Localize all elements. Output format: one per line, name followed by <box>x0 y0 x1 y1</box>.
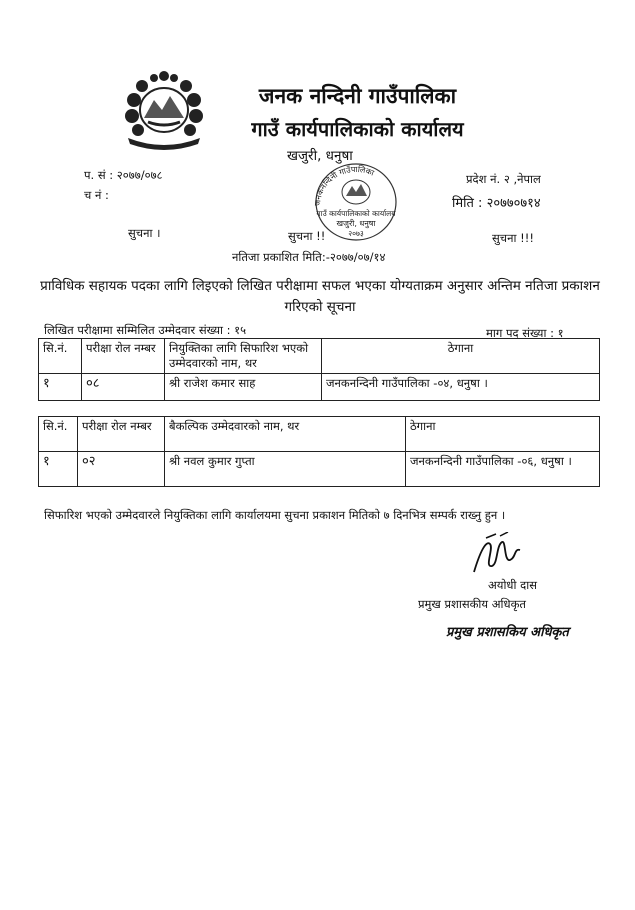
header-address: ठेगाना <box>322 339 600 374</box>
signatory-designation: प्रमुख प्रशासकीय अधिकृत <box>418 597 526 611</box>
dispatch-number: च नं : <box>84 188 109 202</box>
post-count: माग पद संख्या : १ <box>486 326 564 340</box>
table-row <box>39 374 600 401</box>
office-address: खजुरी, धनुषा <box>287 148 353 164</box>
signature-mark <box>466 532 526 580</box>
reference-number: प. सं : २०७७/०७८ <box>84 168 163 182</box>
cell-address: जनकनन्दिनी गाउँपालिका -०४, धनुषा । <box>322 374 600 401</box>
province-label: प्रदेश नं. २ ,नेपाल <box>466 172 541 186</box>
contact-instruction: सिफारिश भएको उम्मेदवारले नियुक्तिका लागि कार्यालयमा सुचना प्रकाशन मितिको ७ दिनभित्र सम्पर्क राख्नु हुन । <box>44 508 506 522</box>
header-roll: परीक्षा रोल नम्बर <box>82 339 165 374</box>
stamp-line1: गाउँ कार्यपालिकाको कार्यालय <box>316 209 396 218</box>
stamp-line3: २०७३ <box>348 229 364 238</box>
table-header-row <box>39 417 600 452</box>
cell-serial: १ <box>39 452 78 487</box>
header-address: ठेगाना <box>406 417 600 452</box>
office-subtitle: गाउँ कार्यपालिकाको कार्यालय <box>251 117 464 141</box>
issue-date: मिति : २०७७०७१४ <box>452 196 541 211</box>
table-row <box>39 452 600 487</box>
header-serial: सि.नं. <box>39 417 78 452</box>
notice-subject: प्राविधिक सहायक पदका लागि लिइएको लिखित परीक्षामा सफल भएका योग्यताक्रम अनुसार अन्तिम नतिजा प्रकाशन गरिएको सूचना <box>40 278 600 315</box>
cell-address: जनकनन्दिनी गाउँपालिका -०६, धनुषा । <box>406 452 600 487</box>
recommended-candidate-table <box>38 338 600 401</box>
notice-label-left: सुचना । <box>128 226 161 240</box>
notice-label-center: सुचना !! <box>288 229 326 243</box>
office-title: जनक नन्दिनी गाउँपालिका <box>258 84 457 108</box>
signatory-name: अयोधी दास <box>488 578 537 592</box>
table-header-row <box>39 339 600 374</box>
header-serial: सि.नं. <box>39 339 82 374</box>
notice-label-right: सुचना !!! <box>492 231 534 245</box>
cell-roll: ०८ <box>82 374 165 401</box>
participant-count: लिखित परीक्षामा सम्मिलित उम्मेदवार संख्या : १५ <box>44 323 247 337</box>
header-roll: परीक्षा रोल नम्बर <box>78 417 165 452</box>
cell-name: श्री नवल कुमार गुप्ता <box>165 452 406 487</box>
alternate-candidate-table <box>38 416 600 487</box>
header-name: नियुक्तिका लागि सिफारिश भएको उम्मेदवारको नाम, थर <box>165 339 322 374</box>
cell-serial: १ <box>39 374 82 401</box>
designation-stamp: प्रमुख प्रशासकिय अधिकृत <box>446 625 569 640</box>
cell-name: श्री राजेश कमार साह <box>165 374 322 401</box>
cell-roll: ०२ <box>78 452 165 487</box>
stamp-line2: खजुरी, धनुषा <box>336 219 376 228</box>
header-name: बैकल्पिक उम्मेदवारको नाम, थर <box>165 417 406 452</box>
stamp-arc-text: जनकनन्दिनी गाउँपालिका <box>312 164 376 207</box>
result-published-date: नतिजा प्रकाशित मिति:-२०७७/०७/१४ <box>232 250 386 264</box>
